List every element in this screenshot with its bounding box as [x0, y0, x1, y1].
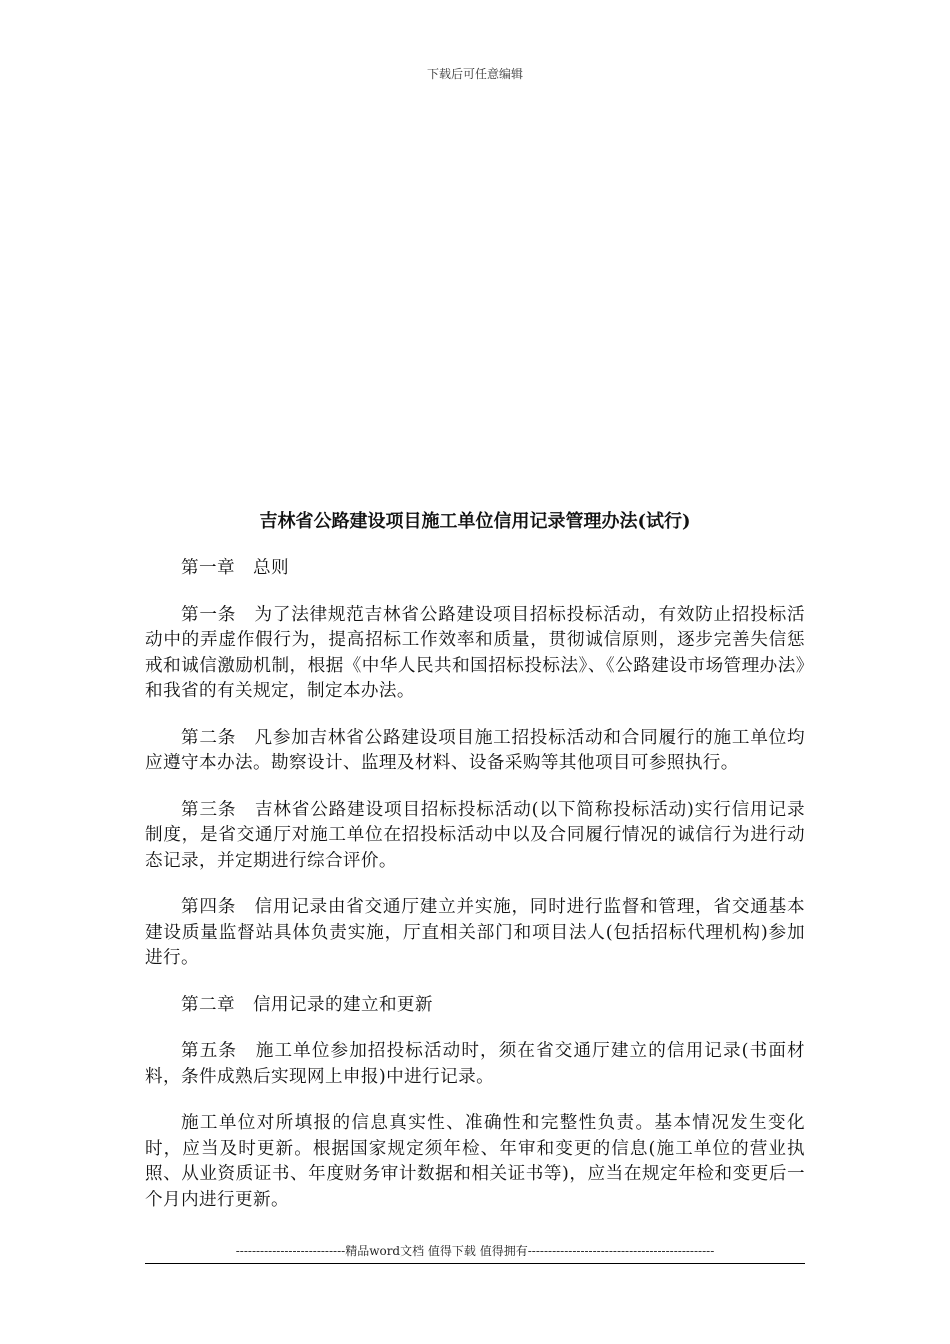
article-text: 信用记录由省交通厅建立并实施，同时进行监督和管理，省交通基本建设质量监督站具体负责实施，厅直相关部门和项目法人(包括招标代理机构)参加进行。 [145, 897, 805, 968]
chapter-1-heading [145, 556, 805, 582]
article-label: 第三条 [181, 799, 237, 820]
article-label: 第四条 [181, 897, 237, 917]
paragraph-text: 施工单位对所填报的信息真实性、准确性和完整性负责。基本情况发生变化时，应当及时更新。根据国家规定须年检、年审和变更的信息(施工单位的营业执照、从业资质证书、年度财务审计数据和相关证书等)，应当在规定年检和变更后一个月内进行更新。 [145, 1113, 805, 1210]
chapter-text: 总则 [252, 558, 289, 578]
article-label: 第二条 [181, 727, 237, 748]
article-5 [145, 1039, 805, 1090]
chapter-2-heading [145, 993, 805, 1019]
article-text: 吉林省公路建设项目招标投标活动(以下简称投标活动)实行信用记录制度，是省交通厅对施工单位在招投标活动中以及合同履行情况的诚信行为进行动态记录，并定期进行综合评价。 [145, 799, 805, 871]
article-text: 凡参加吉林省公路建设项目施工招投标活动和合同履行的施工单位均应遵守本办法。勘察设计、监理及材料、设备采购等其他项目可参照执行。 [145, 727, 805, 773]
document-body [145, 556, 805, 1234]
footer-banner: ---------------------------精品word文档 值得下载 值得拥有---------------------------------------------- [235, 1244, 715, 1258]
footer-rule [145, 1263, 805, 1264]
chapter-label: 第一章 [181, 558, 235, 578]
chapter-label: 第二章 [181, 994, 235, 1015]
page-header-note: 下载后可任意编辑 [426, 67, 523, 81]
article-3 [145, 798, 805, 875]
article-1 [145, 603, 805, 705]
article-4 [145, 895, 805, 972]
article-5-continuation [145, 1111, 805, 1213]
article-label: 第一条 [181, 604, 237, 625]
article-2 [145, 726, 805, 777]
article-text: 施工单位参加招投标活动时，须在省交通厅建立的信用记录(书面材料，条件成熟后实现网上申报)中进行记录。 [145, 1041, 806, 1087]
article-text: 为了法律规范吉林省公路建设项目招标投标活动，有效防止招投标活动中的弄虚作假行为，提高招标工作效率和质量，贯彻诚信原则，逐步完善失信惩戒和诚信激励机制，根据《中华人民共和国招标投标法》、《公路建设市场管理办法》和我省的有关规定，制定本办法。 [145, 604, 805, 701]
document-title: 吉林省公路建设项目施工单位信用记录管理办法(试行) [259, 511, 691, 532]
article-label: 第五条 [181, 1041, 238, 1061]
chapter-text: 信用记录的建立和更新 [252, 994, 433, 1015]
